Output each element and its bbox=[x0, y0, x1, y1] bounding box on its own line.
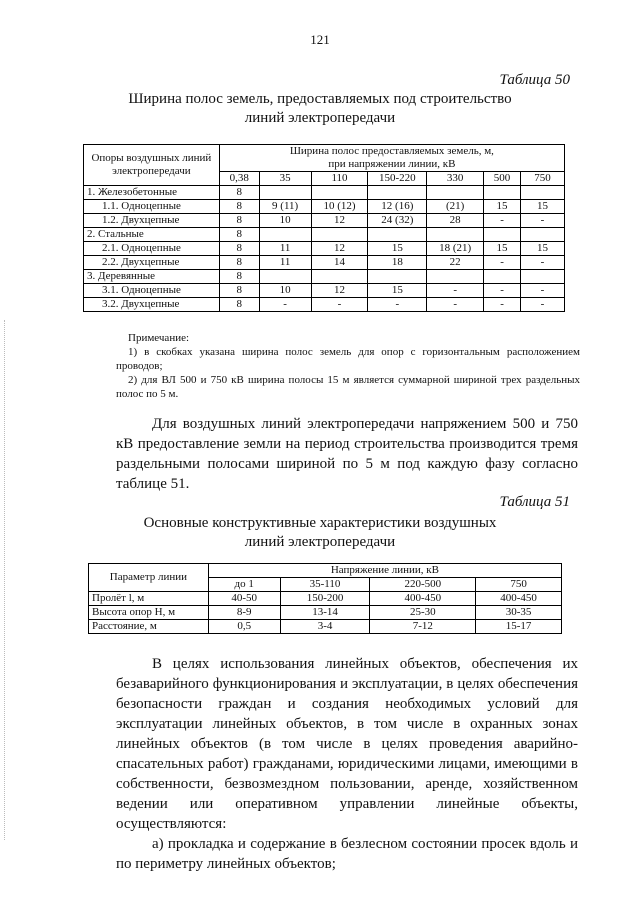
table-50-header-width-line1: Ширина полос предоставляемых земель, м, bbox=[289, 145, 494, 157]
table-50-voltage-header: 35 bbox=[259, 172, 311, 186]
table-50-title-line2: линий электропередачи bbox=[244, 110, 396, 126]
table-50-header-supports: Опоры воздушных линий электропередачи bbox=[84, 145, 220, 186]
table-50 bbox=[83, 144, 565, 312]
table-50-cell: 15 bbox=[484, 200, 521, 214]
table-50-cell: 18 (21) bbox=[427, 242, 484, 256]
table-50-row bbox=[84, 242, 565, 256]
table-50-cell bbox=[311, 270, 368, 284]
table-50-cell: - bbox=[427, 284, 484, 298]
table-50-cell: - bbox=[427, 298, 484, 312]
table-50-voltage-header: 500 bbox=[484, 172, 521, 186]
table-51-voltage-header: 35-110 bbox=[280, 578, 370, 592]
table-50-cell: - bbox=[368, 298, 427, 312]
table-50-cell: - bbox=[484, 298, 521, 312]
note-1: 1) в скобках указана ширина полос земель для опор с горизонтальным расположением проводов; bbox=[116, 346, 580, 372]
table-50-row bbox=[84, 284, 565, 298]
table-50-cell: - bbox=[311, 298, 368, 312]
note-2: 2) для ВЛ 500 и 750 кВ ширина полосы 15 м является суммарной шириной трех раздельных полос по 5 м. bbox=[116, 374, 580, 400]
table-51-cell: 8-9 bbox=[208, 606, 280, 620]
table-50-cell: 10 (12) bbox=[311, 200, 368, 214]
paragraph-2 bbox=[116, 654, 578, 874]
scan-margin-line bbox=[4, 320, 6, 840]
table-50-cell: - bbox=[521, 284, 565, 298]
table-50-cell: 8 bbox=[219, 270, 259, 284]
table-50-cell: - bbox=[521, 256, 565, 270]
table-50-row bbox=[84, 200, 565, 214]
table-50-header-width bbox=[219, 145, 564, 172]
paragraph-2-text: В целях использования линейных объектов, обеспечения их безаварийного функционирования и эксплуатации, в целях обеспечения безопасности граждан и создания необходимых условий для эксплуатации линейных объектов, в том числе в охранных зонах линейных объектов (в том числе в целях проведения аварийно-спасательных работ) гражданами, юридическими лицами, имеющими в собственности, безвозмездном пользовании, аренде, хозяйственном ведении или оперативном управлении линейные объекты, осуществляются: bbox=[116, 656, 578, 832]
table-51-voltage-header: 750 bbox=[476, 578, 562, 592]
table-50-notes bbox=[116, 331, 580, 401]
table-50-cell: 24 (32) bbox=[368, 214, 427, 228]
table-50-cell: - bbox=[484, 256, 521, 270]
table-50-cell bbox=[259, 228, 311, 242]
paragraph-1 bbox=[116, 414, 578, 494]
table-50-cell: - bbox=[521, 298, 565, 312]
table-50-cell: - bbox=[484, 214, 521, 228]
table-50-cell: 10 bbox=[259, 214, 311, 228]
table-50-cell: 15 bbox=[368, 242, 427, 256]
table-51-caption: Таблица 51 bbox=[499, 494, 570, 510]
table-50-cell bbox=[311, 228, 368, 242]
table-50-cell bbox=[521, 228, 565, 242]
paragraph-3-text: а) прокладка и содержание в безлесном состоянии просек вдоль и по периметру линейных объектов; bbox=[116, 836, 578, 872]
table-51-body bbox=[89, 592, 562, 634]
table-51-voltage-header: до 1 bbox=[208, 578, 280, 592]
table-50-cell: 15 bbox=[521, 200, 565, 214]
table-51-voltage-header: 220-500 bbox=[370, 578, 476, 592]
table-50-cell: 14 bbox=[311, 256, 368, 270]
table-50-cell bbox=[368, 228, 427, 242]
table-50-cell: 9 (11) bbox=[259, 200, 311, 214]
table-51-title bbox=[0, 514, 640, 552]
table-51-header-voltage: Напряжение линии, кВ bbox=[208, 564, 561, 578]
table-50-cell: 12 (16) bbox=[368, 200, 427, 214]
table-50-cell bbox=[259, 186, 311, 200]
table-50-cell: 11 bbox=[259, 256, 311, 270]
table-50-cell bbox=[521, 270, 565, 284]
table-50-cell bbox=[484, 186, 521, 200]
table-50-cell: 15 bbox=[368, 284, 427, 298]
table-50-voltage-header: 750 bbox=[521, 172, 565, 186]
table-50-row bbox=[84, 228, 565, 242]
table-50-row bbox=[84, 270, 565, 284]
table-50-cell bbox=[427, 270, 484, 284]
table-51-cell: 150-200 bbox=[280, 592, 370, 606]
table-50-cell bbox=[427, 228, 484, 242]
table-50-cell: 28 bbox=[427, 214, 484, 228]
table-50-cell: 12 bbox=[311, 242, 368, 256]
table-50-header-width-line2: при напряжении линии, кВ bbox=[328, 158, 456, 170]
table-50-voltage-header: 110 bbox=[311, 172, 368, 186]
table-50-cell bbox=[311, 186, 368, 200]
page-number: 121 bbox=[310, 32, 330, 47]
table-50-row-label: 3.2. Двухцепные bbox=[84, 298, 220, 312]
table-50-cell: 8 bbox=[219, 242, 259, 256]
table-50-cell: 11 bbox=[259, 242, 311, 256]
table-50-cell bbox=[259, 270, 311, 284]
table-50-cell: 8 bbox=[219, 186, 259, 200]
table-50-body bbox=[84, 186, 565, 312]
table-50-cell: 22 bbox=[427, 256, 484, 270]
table-50-cell: 10 bbox=[259, 284, 311, 298]
table-50-row-label: 3.1. Одноцепные bbox=[84, 284, 220, 298]
table-50-cell: - bbox=[521, 214, 565, 228]
table-51-cell: 3-4 bbox=[280, 620, 370, 634]
table-50-cell: 15 bbox=[521, 242, 565, 256]
notes-heading: Примечание: bbox=[128, 332, 190, 344]
table-51-cell: 400-450 bbox=[370, 592, 476, 606]
table-50-voltage-header: 0,38 bbox=[219, 172, 259, 186]
table-51-title-line1: Основные конструктивные характеристики воздушных bbox=[143, 515, 497, 531]
table-51-cell: 0,5 bbox=[208, 620, 280, 634]
table-50-cell: 15 bbox=[484, 242, 521, 256]
table-50-cell: - bbox=[259, 298, 311, 312]
table-50-title bbox=[0, 90, 640, 128]
table-51-row bbox=[89, 620, 562, 634]
table-50-voltage-header: 330 bbox=[427, 172, 484, 186]
table-50-cell bbox=[368, 270, 427, 284]
table-51-cell: 15-17 bbox=[476, 620, 562, 634]
table-51-row bbox=[89, 606, 562, 620]
table-50-cell: 18 bbox=[368, 256, 427, 270]
table-50-row-label: 2. Стальные bbox=[84, 228, 220, 242]
table-50-cell bbox=[484, 228, 521, 242]
table-50-caption: Таблица 50 bbox=[499, 72, 570, 88]
table-50-row-label: 1.2. Двухцепные bbox=[84, 214, 220, 228]
paragraph-1-text: Для воздушных линий электропередачи напряжением 500 и 750 кВ предоставление земли на период строительства производится тремя раздельными полосами шириной по 5 м под каждую фазу согласно таблице 51. bbox=[116, 416, 578, 492]
table-51-cell: 30-35 bbox=[476, 606, 562, 620]
table-50-row bbox=[84, 214, 565, 228]
table-50-cell: (21) bbox=[427, 200, 484, 214]
table-50-cell: 12 bbox=[311, 214, 368, 228]
table-50-row-label: 3. Деревянные bbox=[84, 270, 220, 284]
table-50-row-label: 1. Железобетонные bbox=[84, 186, 220, 200]
table-51-title-line2: линий электропередачи bbox=[244, 534, 396, 550]
table-50-cell bbox=[521, 186, 565, 200]
table-51-row bbox=[89, 592, 562, 606]
table-50-cell: 8 bbox=[219, 214, 259, 228]
table-51-cell: 7-12 bbox=[370, 620, 476, 634]
table-50-cell: 8 bbox=[219, 200, 259, 214]
table-50-cell: 12 bbox=[311, 284, 368, 298]
table-51-cell: 25-30 bbox=[370, 606, 476, 620]
table-50-row bbox=[84, 298, 565, 312]
table-50-cell: 8 bbox=[219, 284, 259, 298]
table-50-cell: 8 bbox=[219, 298, 259, 312]
table-51-cell: 400-450 bbox=[476, 592, 562, 606]
table-51 bbox=[88, 563, 562, 634]
table-50-row bbox=[84, 186, 565, 200]
table-50-row-label: 1.1. Одноцепные bbox=[84, 200, 220, 214]
table-50-cell bbox=[368, 186, 427, 200]
table-50-cell bbox=[484, 270, 521, 284]
table-51-cell: 40-50 bbox=[208, 592, 280, 606]
table-51-header-param: Параметр линии bbox=[89, 564, 209, 592]
table-50-cell bbox=[427, 186, 484, 200]
table-51-row-label: Расстояние, м bbox=[89, 620, 209, 634]
table-50-cell: 8 bbox=[219, 228, 259, 242]
table-51-cell: 13-14 bbox=[280, 606, 370, 620]
table-50-row-label: 2.2. Двухцепные bbox=[84, 256, 220, 270]
table-50-voltage-header: 150-220 bbox=[368, 172, 427, 186]
table-50-row bbox=[84, 256, 565, 270]
table-50-cell: 8 bbox=[219, 256, 259, 270]
table-50-cell: - bbox=[484, 284, 521, 298]
table-51-row-label: Пролёт l, м bbox=[89, 592, 209, 606]
table-50-title-line1: Ширина полос земель, предоставляемых под строительство bbox=[128, 91, 512, 107]
table-50-row-label: 2.1. Одноцепные bbox=[84, 242, 220, 256]
table-51-row-label: Высота опор H, м bbox=[89, 606, 209, 620]
